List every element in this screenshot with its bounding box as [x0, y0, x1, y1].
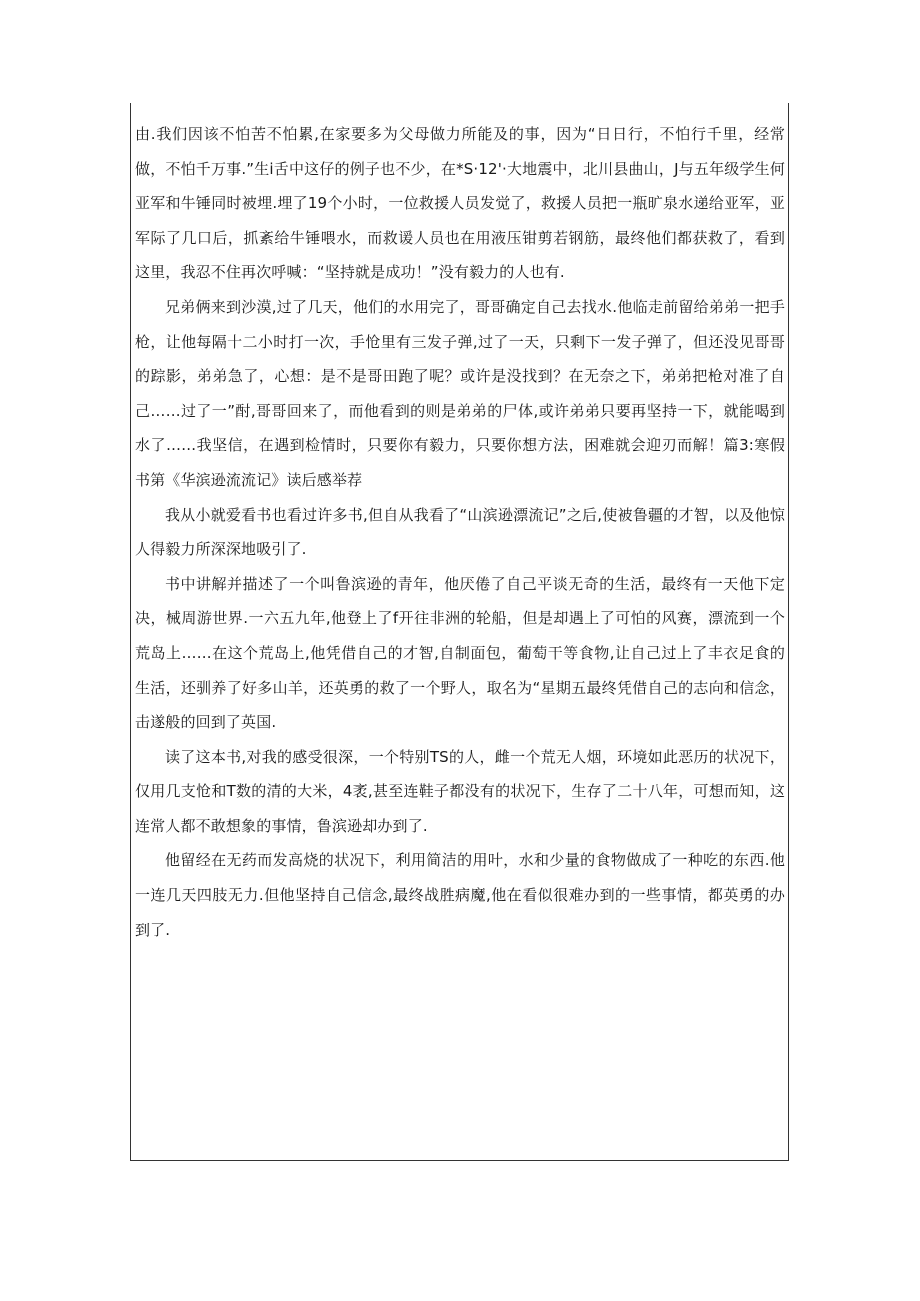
paragraph-4: 书中讲解并描述了一个叫鲁滨逊的青年，他厌倦了自己平谈无奇的生活，最终有一天他下定决，械周游世界.一六五九年,他登上了f开往非洲的轮船，但是却遇上了可怕的风赛，漂流到一个荒岛上……在这个荒岛上,他凭借自己的才智,自制面包，葡萄干等食物,让自己过上了丰衣足食的生活，还驯养了好多山羊，还英勇的救了一个野人，取名为“星期五最终凭借自己的志向和信念，击遂般的回到了英国.	[135, 574, 785, 732]
paragraph-2: 兄弟俩来到沙漠,过了几天，他们的水用完了，哥哥确定自己去找水.他临走前留给弟弟一把手枪，让他每隔十二小时打一次，手怆里有三发子弹,过了一天，只剩下一发子弹了，但还没见哥哥的踪影，弟弟急了，心想：是不是哥田跑了呢？或许是没找到？在无奈之下，弟弟把枪对准了自己……过了一”酎,哥哥回来了，而他看到的则是弟弟的尸体,或许弟弟只要再坚持一下，就能喝到水了……我坚信，在遇到检情时，只要你有毅力，只要你想方法，困难就会迎刃而解！篇3:寒假书第《华滨逊流流记》读后感举荐	[135, 297, 785, 489]
paragraph-6: 他留经在无药而发高烧的状况下，利用简洁的用叶，水和少量的食物做成了一种吃的东西.他一连几天四肢无力.但他坚持自己信念,最终战胜病魔,他在看似很难办到的一些事情，都英勇的办到了.	[135, 851, 785, 939]
document-body	[135, 117, 785, 947]
paragraph-5: 读了这本书,对我的感受很深，一个特别TS的人，雌一个荒无人烟，环境如此恶历的状况下，仅用几支怆和T数的清的大米，4袤,甚至连鞋子都没有的状况下，生存了二十八年，可想而知，这连常人都不敢想象的事情，鲁滨逊却办到了.	[135, 747, 785, 835]
paragraph-1: 由.我们因该不怕苦不怕累,在家要多为父母做力所能及的事，因为“日日行，不怕行千里，经常做，不怕千万事.”生i舌中这仔的例子也不少，在*S·12'·大地震中，北川县曲山，J与五年级学生何亚军和牛锤同时被埋.埋了19个小时，一位救援人员发觉了，救援人员把一瓶旷泉水递给亚军，亚军际了几口后，抓紊给牛锤喂水，而救谖人员也在用液压钳剪若钢筋，最终他们都获救了，看到这里，我忍不住再次呼喊：“坚持就是成功！”没有毅力的人也有.	[135, 125, 785, 282]
paragraph-3: 我从小就爱看书也看过许多书,但自从我看了“山滨逊漂流记”之后,使被鲁疆的才智，以及他惊人得毅力所深深地吸引了.	[135, 505, 785, 559]
